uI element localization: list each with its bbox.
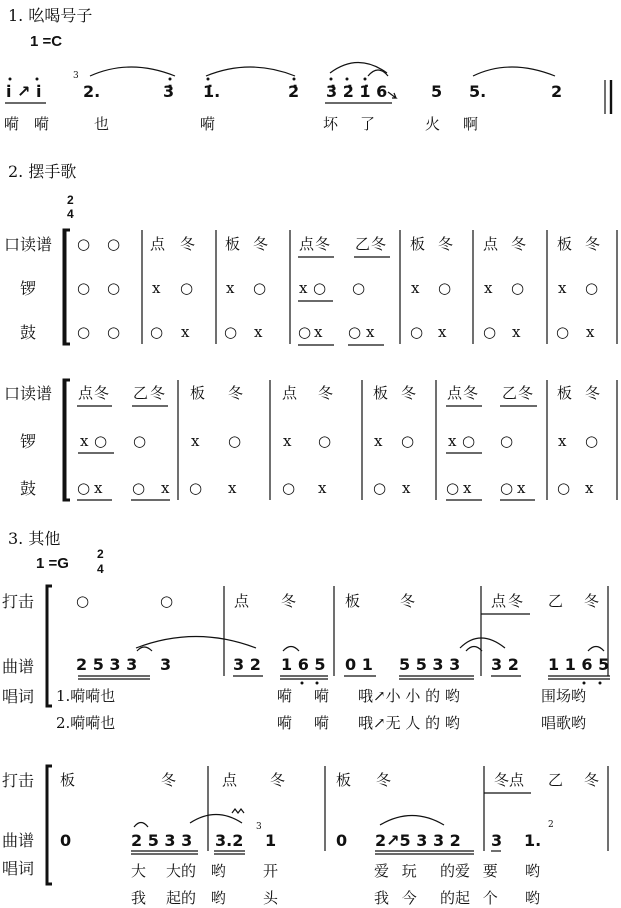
mark: x bbox=[191, 432, 200, 450]
s3r2-v1-c: 开 bbox=[263, 862, 279, 880]
s3r2-v2-c: 头 bbox=[263, 889, 279, 907]
s3r1-v1-e: 围场哟 bbox=[541, 687, 587, 705]
s3-label-dj-2: 打击 bbox=[2, 771, 35, 790]
mark: x bbox=[228, 479, 237, 497]
s3r1-v1-c: 嗬 bbox=[314, 687, 330, 705]
mark: ○ bbox=[298, 323, 312, 341]
mark: ○ bbox=[410, 323, 424, 341]
s1-note-2: 2. bbox=[83, 82, 101, 101]
mark: x bbox=[448, 432, 457, 450]
mark: ○ bbox=[107, 279, 121, 297]
s1-grace: 3 bbox=[73, 71, 79, 81]
mark: ○ bbox=[500, 479, 514, 497]
perc: 冬 bbox=[584, 771, 600, 789]
s1-lyric-1: 嗬 bbox=[4, 115, 20, 133]
mark: ○ bbox=[373, 479, 387, 497]
s1-note-7: 5 bbox=[431, 82, 443, 101]
s3r1-notes-d: 1 6 5 bbox=[281, 655, 326, 674]
perc: 冬 bbox=[161, 771, 177, 789]
s3r1-v2-b: 嗬 bbox=[277, 714, 293, 732]
s3r1-v1-d: 哦↗小 小 的 哟 bbox=[358, 687, 460, 705]
s3-label-dj-1: 打击 bbox=[2, 592, 35, 611]
s1-note-8: 5. bbox=[469, 82, 487, 101]
syll: 点 bbox=[78, 384, 94, 402]
section-2-title: 2. 摆手歌 bbox=[8, 162, 77, 181]
mark: ○ bbox=[557, 479, 571, 497]
s2-time-top: 2 bbox=[67, 193, 74, 207]
syll: 乙 bbox=[133, 384, 149, 402]
s1-note-3: 3̇ bbox=[163, 82, 175, 101]
perc: 冬 bbox=[270, 771, 286, 789]
syll: 板 bbox=[557, 384, 573, 402]
syll: 点 bbox=[234, 592, 250, 610]
syll: 冬 bbox=[438, 235, 454, 253]
syll: 板 bbox=[225, 235, 241, 253]
syll: 点 bbox=[299, 235, 315, 253]
mark: ○ bbox=[500, 432, 514, 450]
perc: 乙 bbox=[548, 771, 564, 789]
syll: 冬 bbox=[281, 592, 297, 610]
syll: 冬 bbox=[371, 235, 387, 253]
mark: x bbox=[512, 323, 521, 341]
mark: ○ bbox=[282, 479, 296, 497]
s3r2-notes-b: 2 5 3 3 bbox=[131, 831, 193, 850]
mark: x bbox=[558, 432, 567, 450]
syll: 点 bbox=[150, 235, 166, 253]
mark: x bbox=[517, 479, 526, 497]
s3-label-qp-1: 曲谱 bbox=[2, 657, 35, 676]
mark: x bbox=[161, 479, 170, 497]
s3r2-notes-c: 3.2 bbox=[215, 831, 244, 850]
mark: ○ bbox=[77, 279, 91, 297]
s1-lyric-5: 坏 bbox=[323, 115, 339, 133]
mark: x bbox=[402, 479, 411, 497]
perc: 点 bbox=[222, 771, 238, 789]
syll: 冬 bbox=[253, 235, 269, 253]
mark: ○ bbox=[77, 235, 91, 253]
s3r1-notes-f: 5 5 3 3 bbox=[399, 655, 461, 674]
s3-label-qp-2: 曲谱 bbox=[2, 831, 35, 850]
s1-note-5: 2̇ bbox=[288, 82, 300, 101]
mark: x bbox=[585, 479, 594, 497]
s1-lyric-3: 也 bbox=[94, 115, 110, 133]
s3r2-notes-a: 0 bbox=[60, 831, 72, 850]
mark: ○ bbox=[180, 279, 194, 297]
syll: 冬 bbox=[228, 384, 244, 402]
mark: ○ bbox=[483, 323, 497, 341]
mark: x bbox=[152, 279, 161, 297]
section-1-title: 1. 吆喝号子 bbox=[8, 6, 93, 25]
mark: ○ bbox=[228, 432, 242, 450]
s3r1-v2-d: 哦↗无 人 的 哟 bbox=[358, 714, 460, 732]
s3r1-v2-a: 2.嗬嗬也 bbox=[56, 714, 116, 732]
syll: 乙 bbox=[502, 384, 518, 402]
syll: 冬 bbox=[150, 384, 166, 402]
s2-label-gu-2: 鼓 bbox=[20, 479, 37, 498]
syll: 冬 bbox=[585, 235, 601, 253]
mark: ○ bbox=[160, 592, 174, 610]
mark: x bbox=[226, 279, 235, 297]
mark: x bbox=[299, 279, 308, 297]
perc: 板 bbox=[60, 771, 76, 789]
mark: ○ bbox=[133, 432, 147, 450]
syll: 冬 bbox=[401, 384, 417, 402]
mark: ○ bbox=[189, 479, 203, 497]
mark: ○ bbox=[107, 235, 121, 253]
mark: x bbox=[94, 479, 103, 497]
mark: x bbox=[438, 323, 447, 341]
s1-lyric-7: 火 bbox=[425, 115, 441, 133]
mark: ○ bbox=[585, 279, 599, 297]
perc: 板 bbox=[336, 771, 352, 789]
syll: 板 bbox=[557, 235, 573, 253]
section-1-key: 1 =C bbox=[30, 33, 63, 50]
mark: ○ bbox=[77, 323, 91, 341]
syll: 冬 bbox=[318, 384, 334, 402]
s3r1-v1-b: 嗬 bbox=[277, 687, 293, 705]
mark: x bbox=[314, 323, 323, 341]
section-3-title: 3. 其他 bbox=[8, 529, 61, 548]
mark: ○ bbox=[77, 479, 91, 497]
mark: ○ bbox=[94, 432, 108, 450]
s1-note-1: i̇ ↗ i̇ bbox=[6, 82, 42, 101]
mark: x bbox=[80, 432, 89, 450]
mark: ○ bbox=[132, 479, 146, 497]
s1-lyric-6: 了 bbox=[360, 115, 376, 133]
syll: 乙 bbox=[355, 235, 371, 253]
mark: x bbox=[181, 323, 190, 341]
s3-label-cc-1: 唱词 bbox=[2, 687, 35, 706]
s3r1-notes-b: 3 bbox=[160, 655, 172, 674]
s3r2-v2-f: 哟 bbox=[525, 889, 541, 907]
s3-time-top: 2 bbox=[97, 547, 104, 561]
mark: ○ bbox=[313, 279, 327, 297]
perc: 冬 bbox=[376, 771, 392, 789]
s3r2-v2-e: 的起 个 bbox=[440, 889, 498, 907]
s3r2-v2-a: 我 bbox=[131, 889, 147, 907]
syll: 冬 bbox=[584, 592, 600, 610]
s1-lyric-4: 嗬 bbox=[200, 115, 216, 133]
s1-lyric-2: 嗬 bbox=[34, 115, 50, 133]
mark: x bbox=[366, 323, 375, 341]
syll: 点 bbox=[483, 235, 499, 253]
mark: x bbox=[318, 479, 327, 497]
syll: 冬 bbox=[511, 235, 527, 253]
mark: x bbox=[463, 479, 472, 497]
s3r2-v1-a: 大 bbox=[131, 862, 147, 880]
s3r2-notes-f: 2↗5 3 3 2 bbox=[375, 831, 461, 850]
s3-label-cc-2: 唱词 bbox=[2, 859, 35, 878]
syll: 冬 bbox=[585, 384, 601, 402]
s2-label-luo-1: 锣 bbox=[20, 279, 37, 298]
mark: ○ bbox=[318, 432, 332, 450]
mark: x bbox=[558, 279, 567, 297]
s2-label-gu-1: 鼓 bbox=[20, 323, 37, 342]
s3r2-grace-b: 2 bbox=[548, 820, 554, 830]
s3r1-notes-a: 2 5 3 3 bbox=[76, 655, 138, 674]
mark: ○ bbox=[511, 279, 525, 297]
mark: ○ bbox=[438, 279, 452, 297]
mark: x bbox=[283, 432, 292, 450]
mark: ○ bbox=[585, 432, 599, 450]
s3r2-v1-b: 大的 哟 bbox=[166, 862, 226, 880]
syll: 冬 bbox=[518, 384, 534, 402]
s1-note-6: 3̇ 2̇ 1̇ 6 bbox=[326, 82, 388, 101]
s2-label-kds-2: 口读谱 bbox=[4, 384, 53, 403]
mark: ○ bbox=[556, 323, 570, 341]
s3r2-v1-d: 爱 玩 bbox=[374, 862, 417, 880]
mark: x bbox=[484, 279, 493, 297]
syll: 冬 bbox=[180, 235, 196, 253]
syll: 点 bbox=[491, 592, 507, 610]
s3r1-notes-e: 0 1 bbox=[345, 655, 373, 674]
s3r1-v2-c: 嗬 bbox=[314, 714, 330, 732]
s1-lyric-8: 啊 bbox=[463, 115, 479, 133]
s2-label-kds-1: 口读谱 bbox=[4, 235, 53, 254]
syll: 板 bbox=[345, 592, 361, 610]
s3r2-grace-a: 3 bbox=[256, 822, 262, 832]
mark: ○ bbox=[224, 323, 238, 341]
s2-time-bottom: 4 bbox=[67, 207, 74, 221]
s1-note-4: 1̇. bbox=[203, 82, 221, 101]
mark: ○ bbox=[150, 323, 164, 341]
mark: ○ bbox=[348, 323, 362, 341]
syll: 乙 bbox=[548, 592, 564, 610]
s3r2-v2-d: 我 今 bbox=[374, 889, 417, 907]
mark: x bbox=[254, 323, 263, 341]
mark: ○ bbox=[446, 479, 460, 497]
s3-time-bottom: 4 bbox=[97, 562, 104, 576]
syll: 板 bbox=[190, 384, 206, 402]
s1-note-9: 2 bbox=[551, 82, 563, 101]
s3r2-v1-e: 的爱 要 bbox=[440, 862, 498, 880]
s3r2-notes-d: 1 bbox=[265, 831, 277, 850]
syll: 点 bbox=[447, 384, 463, 402]
s3r2-notes-e: 0 bbox=[336, 831, 348, 850]
perc: 冬点 bbox=[494, 771, 525, 789]
syll: 冬 bbox=[94, 384, 110, 402]
syll: 冬 bbox=[400, 592, 416, 610]
mark: x bbox=[411, 279, 420, 297]
s3r2-notes-h: 1. bbox=[524, 831, 542, 850]
mark: ○ bbox=[352, 279, 366, 297]
s3r1-v2-e: 唱歌哟 bbox=[541, 714, 587, 732]
syll: 冬 bbox=[508, 592, 524, 610]
s3r1-notes-c: 3 2 bbox=[233, 655, 261, 674]
s3r2-notes-g: 3 bbox=[491, 831, 503, 850]
s3r1-v1-a: 1.嗬嗬也 bbox=[56, 687, 116, 705]
syll: 点 bbox=[282, 384, 298, 402]
mark: x bbox=[586, 323, 595, 341]
s3r2-v1-f: 哟 bbox=[525, 862, 541, 880]
s3r2-v2-b: 起的 哟 bbox=[166, 889, 226, 907]
section-3-key: 1 =G bbox=[36, 555, 69, 572]
syll: 板 bbox=[410, 235, 426, 253]
mark: ○ bbox=[462, 432, 476, 450]
mark: ○ bbox=[401, 432, 415, 450]
s3r1-notes-h: 1 1 6 5 bbox=[548, 655, 610, 674]
mark: ○ bbox=[253, 279, 267, 297]
syll: 板 bbox=[373, 384, 389, 402]
mark: ○ bbox=[76, 592, 90, 610]
mark: x bbox=[374, 432, 383, 450]
mark: ○ bbox=[107, 323, 121, 341]
syll: 冬 bbox=[463, 384, 479, 402]
s2-label-luo-2: 锣 bbox=[20, 432, 37, 451]
s3r1-notes-g: 3 2 bbox=[491, 655, 519, 674]
syll: 冬 bbox=[315, 235, 331, 253]
